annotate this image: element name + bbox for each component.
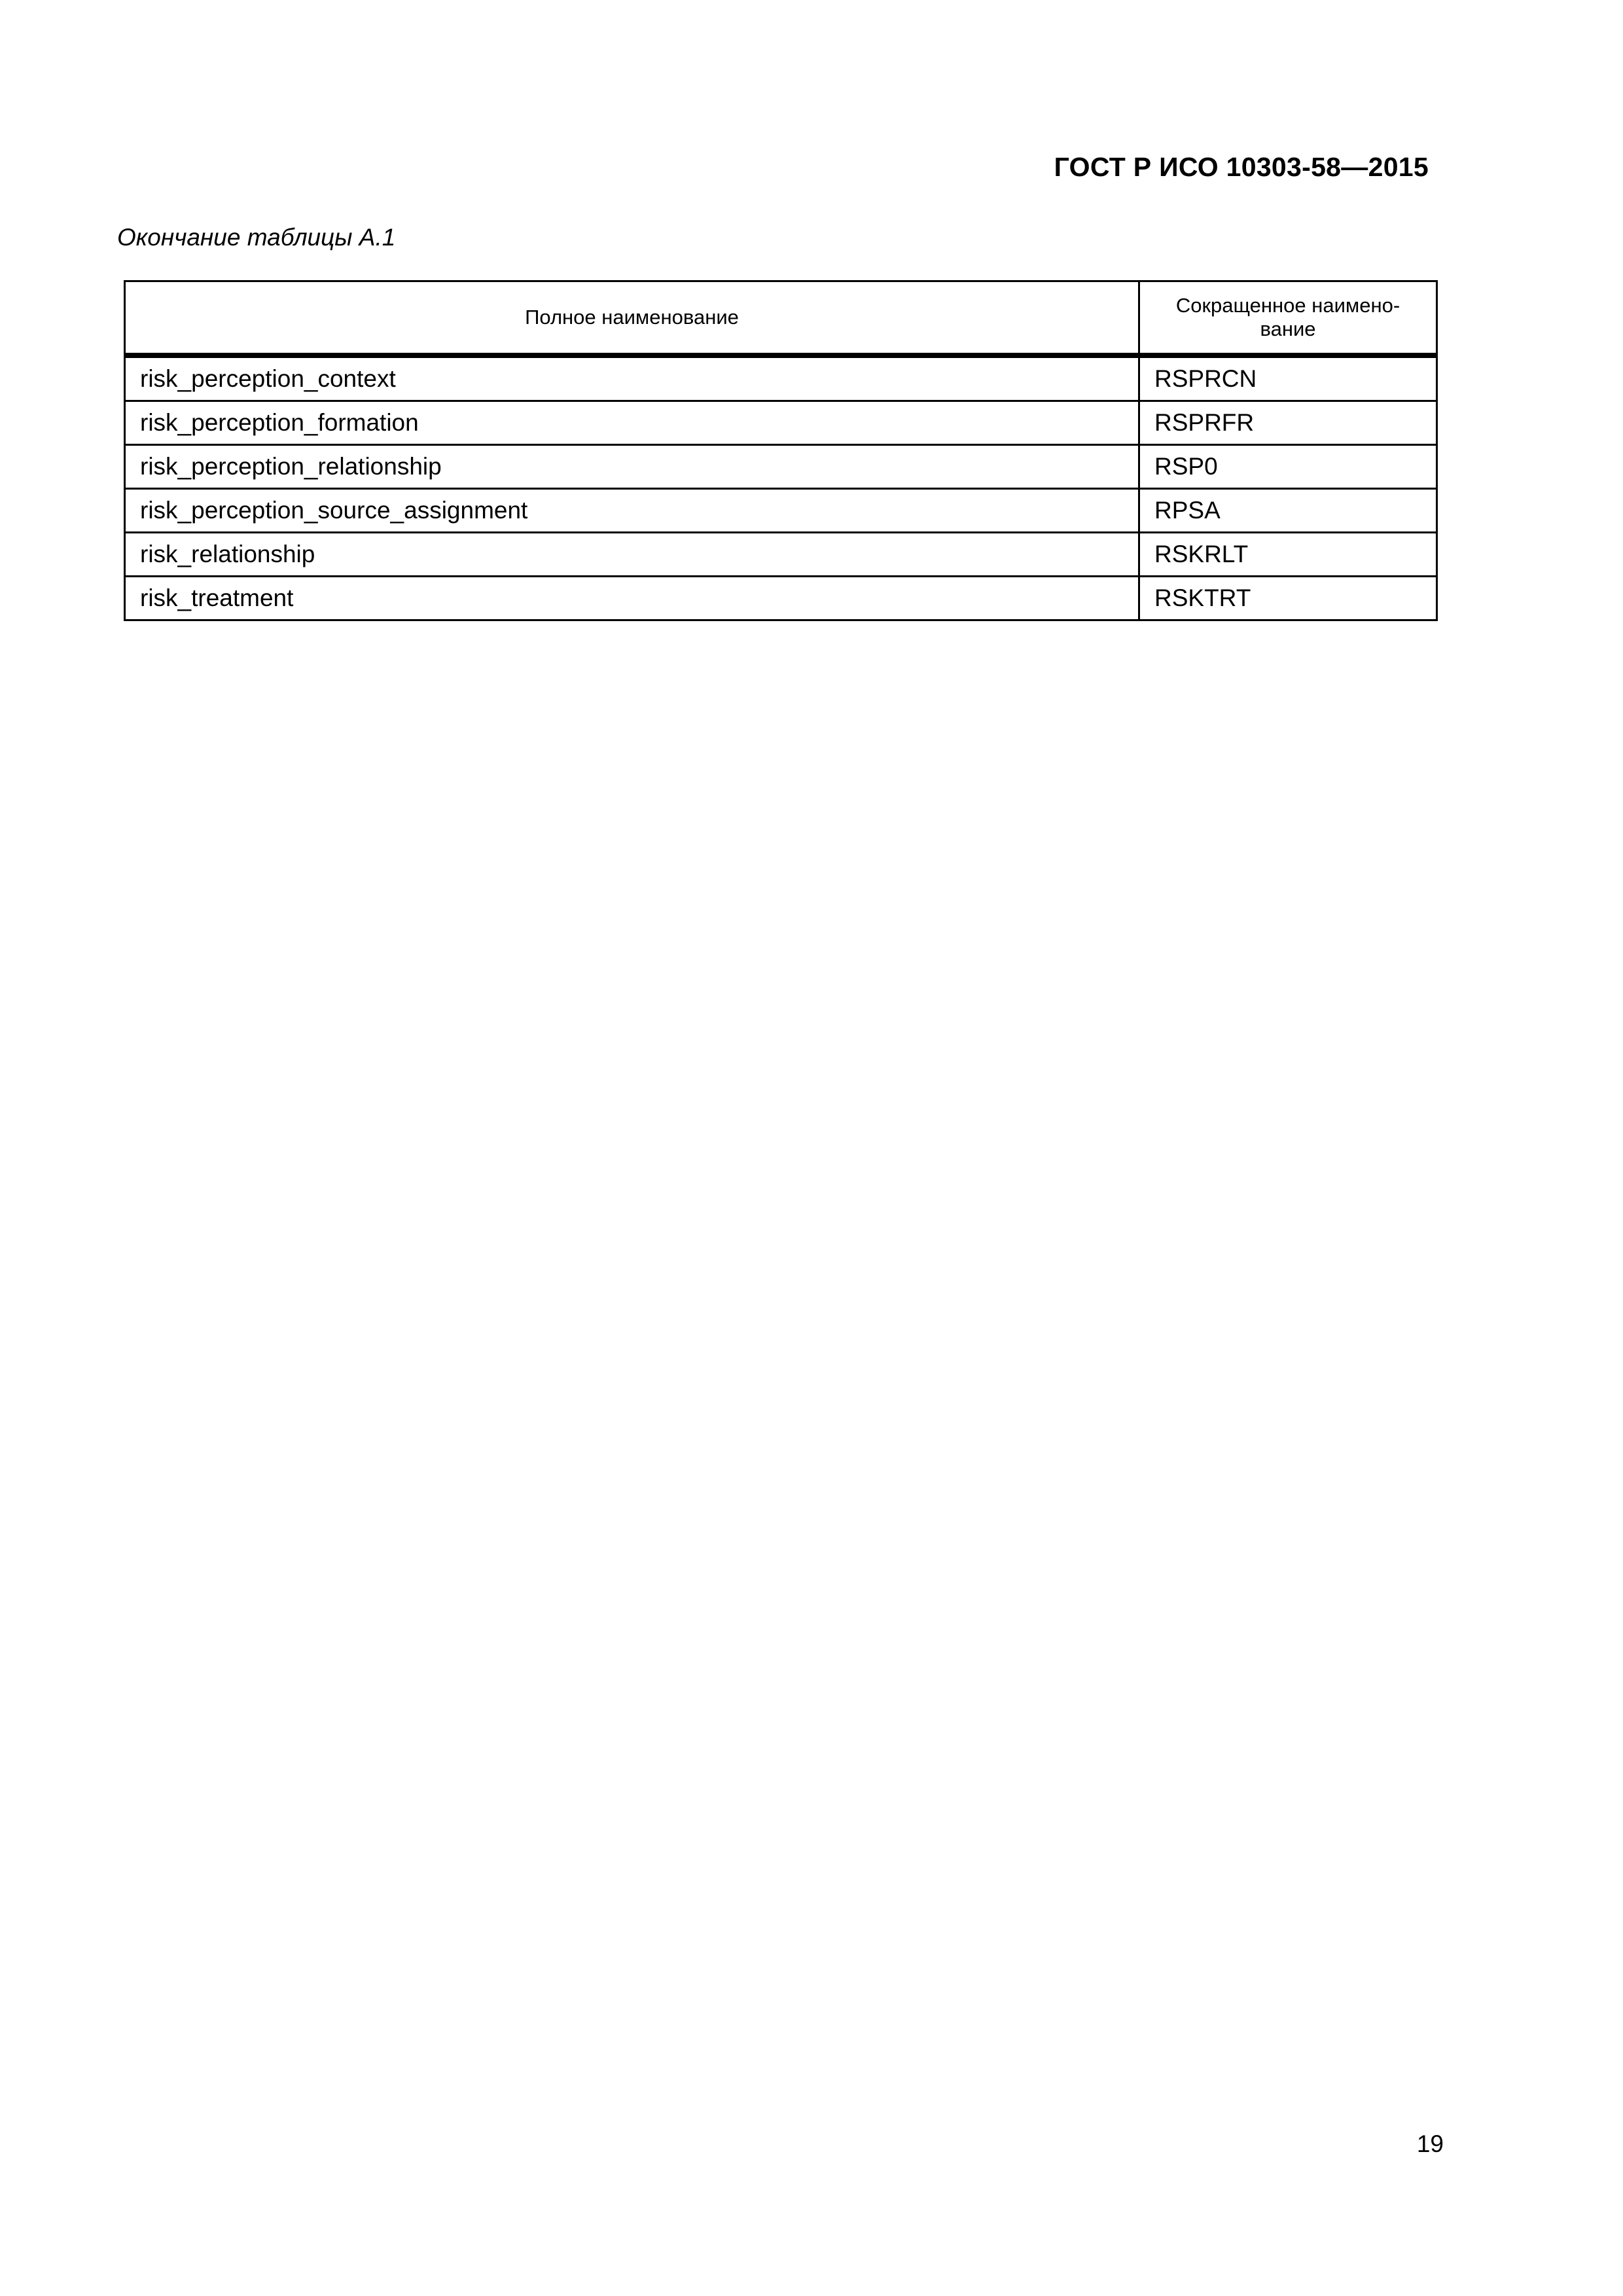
column-header-short-name [1139, 281, 1437, 356]
table-row [125, 489, 1437, 533]
table-header-row [125, 281, 1437, 356]
full-name-cell: risk_perception_context [125, 355, 1139, 401]
short-name-cell: RSKTRT [1139, 577, 1437, 620]
standard-designation: ГОСТ Р ИСО 10303-58—2015 [1054, 152, 1429, 182]
column-header-short-name-line1: Сокращенное наимено- [1175, 294, 1400, 317]
short-name-cell: RSP0 [1139, 445, 1437, 489]
column-header-short-name-line2: вание [1260, 317, 1316, 340]
short-name-cell: RPSA [1139, 489, 1437, 533]
short-name-cell: RSPRFR [1139, 401, 1437, 445]
short-name-cell: RSPRCN [1139, 355, 1437, 401]
table-row [125, 355, 1437, 401]
table-row [125, 577, 1437, 620]
full-name-cell: risk_perception_relationship [125, 445, 1139, 489]
table-row [125, 445, 1437, 489]
full-name-cell: risk_relationship [125, 533, 1139, 577]
full-name-cell: risk_treatment [125, 577, 1139, 620]
table-row [125, 401, 1437, 445]
table-caption: Окончание таблицы А.1 [117, 224, 396, 251]
abbreviations-table-container [124, 280, 1436, 621]
column-header-full-name: Полное наименование [125, 281, 1139, 356]
page-number: 19 [1416, 2130, 1444, 2157]
full-name-cell: risk_perception_formation [125, 401, 1139, 445]
table-row [125, 533, 1437, 577]
table-header [125, 281, 1437, 356]
full-name-cell: risk_perception_source_assignment [125, 489, 1139, 533]
table-body [125, 355, 1437, 620]
abbreviations-table [124, 280, 1438, 621]
short-name-cell: RSKRLT [1139, 533, 1437, 577]
